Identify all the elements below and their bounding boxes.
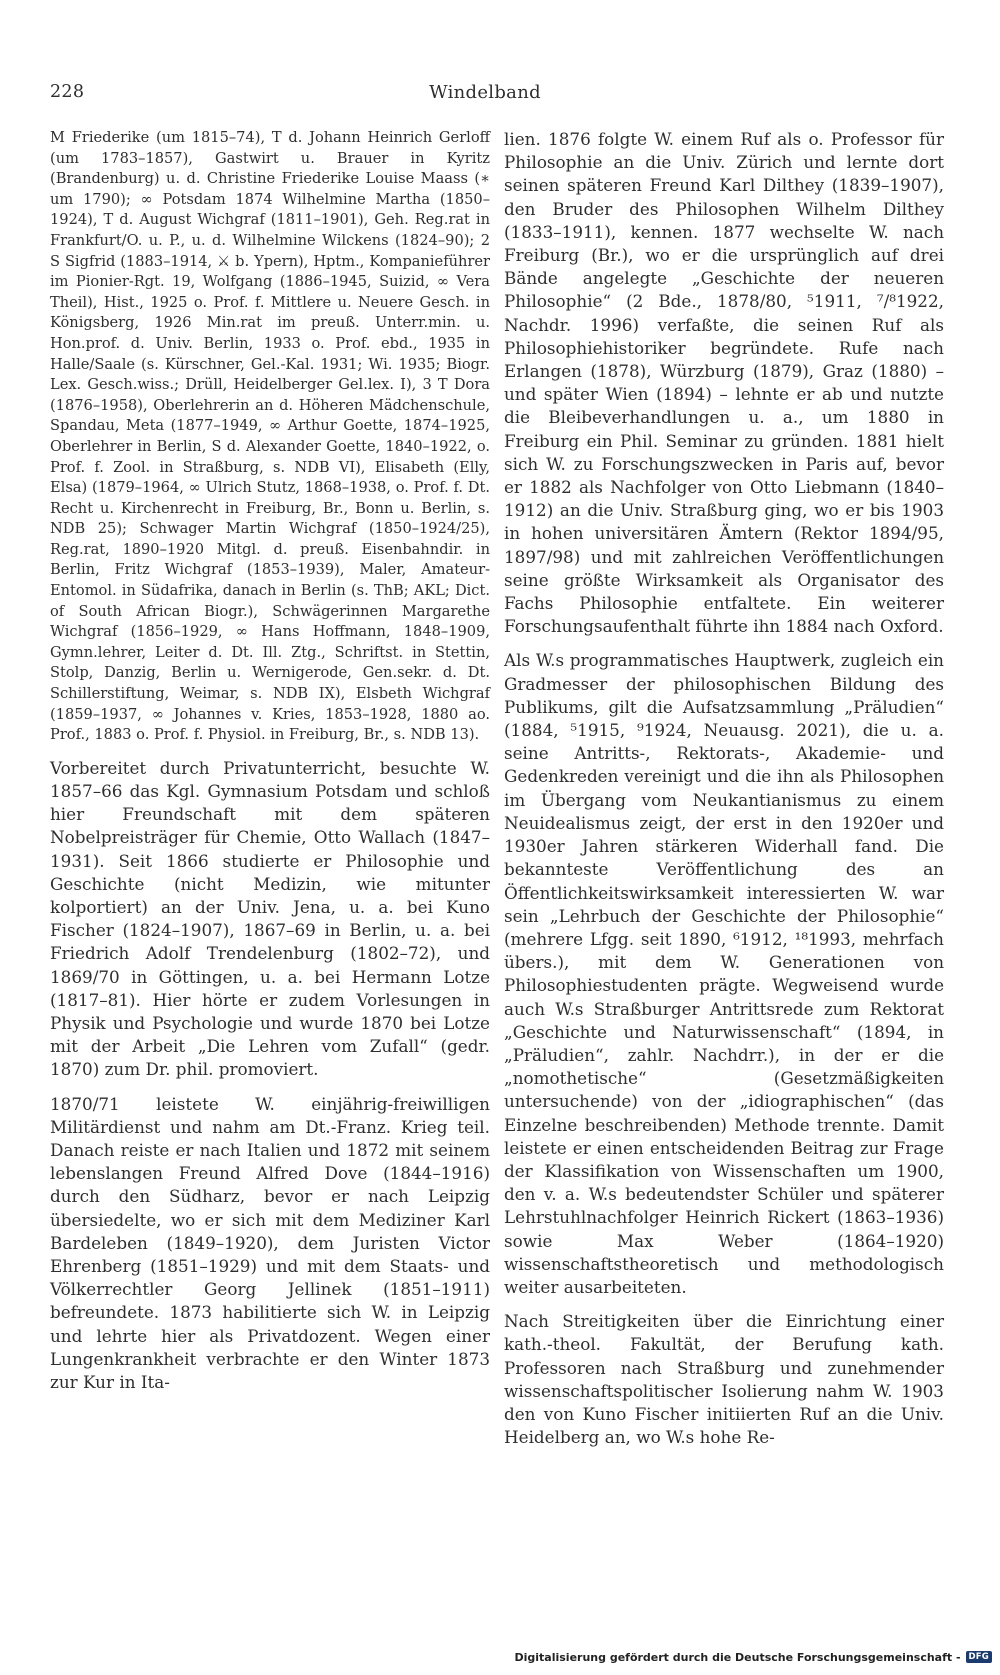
- digitization-footer: [514, 1649, 992, 1665]
- body-paragraph: Nach Streitigkeiten über die Einrichtung einer kath.-theol. Fakultät, der Berufung kath. Professoren nach Straßburg und zunehmender wissenschaftspolitischer Isolierung nahm W. 1903 den von Kuno Fischer initiierten Ruf an die Univ. Heidelberg an, wo W.s hohe Re-: [504, 1311, 944, 1448]
- genealogy-paragraph: M Friederike (um 1815–74), T d. Johann Heinrich Gerloff (um 1783–1857), Gastwirt u. Brauer in Kyritz (Brandenburg) u. d. Christine Friederike Louise Maass (∗ um 1790); ∞ Potsdam 1874 Wilhelmine Martha (1850–1924), T d. August Wichgraf (1811–1901), Geh. Reg.rat in Frankfurt/O. u. P., u. d. Wilhelmine Wilckens (1824–90); 2 S Sigfrid (1883–1914, ⚔ b. Ypern), Hptm., Kompanieführer im Pionier-Rgt. 19, Wolfgang (1886–1945, Suizid, ∞ Vera Theil), Hist., 1925 o. Prof. f. Mittlere u. Neuere Gesch. in Königsberg, 1926 Min.rat im preuß. Unterr.min. u. Hon.prof. d. Univ. Berlin, 1933 o. Prof. ebd., 1935 in Halle/Saale (s. Kürschner, Gel.-Kal. 1931; Wi. 1935; Biogr. Lex. Gesch.wiss.; Drüll, Heidelberger Gel.lex. I), 3 T Dora (1876–1958), Oberlehrerin an d. Höheren Mädchenschule, Spandau, Meta (1877–1949, ∞ Arthur Goette, 1874–1925, Oberlehrer in Berlin, S d. Alexander Goette, 1840–1922, o. Prof. f. Zool. in Straßburg, s. NDB VI), Elisabeth (Elly, Elsa) (1879–1964, ∞ Ulrich Stutz, 1868–1938, o. Prof. f. Dt. Recht u. Kirchenrecht in Freiburg, Br., Bonn u. Berlin, s. NDB 25); Schwager Martin Wichgraf (1850–1924/25), Reg.rat, 1890–1920 Mitgl. d. preuß. Eisenbahndir. in Berlin, Fritz Wichgraf (1853–1939), Maler, Amateur-Entomol. in Südafrika, danach in Berlin (s. ThB; AKL; Dict. of South African Biogr.), Schwägerinnen Margarethe Wichgraf (1856–1929, ∞ Hans Hoffmann, 1848–1909, Gymn.lehrer, Leiter d. Dt. Ill. Ztg., Schriftst. in Stettin, Stolp, Danzig, Berlin u. Wernigerode, Gen.sekr. d. Dt. Schillerstiftung, Weimar, s. NDB IX), Elsbeth Wichgraf (1859–1937, ∞ Johannes v. Kries, 1853–1928, 1880 ao. Prof., 1883 o. Prof. f. Physiol. in Freiburg, Br., s. NDB 13).: [50, 129, 490, 744]
- body-paragraph: Vorbereitet durch Privatunterricht, besuchte W. 1857–66 das Kgl. Gymnasium Potsdam und schloß hier Freundschaft mit dem späteren Nobelpreisträger für Chemie, Otto Wallach (1847–1931). Seit 1866 studierte er Philosophie und Geschichte (nicht Medizin, wie mitunter kolportiert) an der Univ. Jena, u. a. bei Kuno Fischer (1824–1907), 1867–69 in Berlin, u. a. bei Friedrich Adolf Trendelenburg (1802–72), und 1869/70 in Göttingen, u. a. bei Hermann Lotze (1817–81). Hier hörte er zudem Vorlesungen in Physik und Psychologie und wurde 1870 bei Lotze mit der Arbeit „Die Lehren vom Zufall“ (gedr. 1870) zum Dr. phil. promoviert.: [50, 757, 490, 1080]
- body-paragraph: Als W.s programmatisches Hauptwerk, zugleich ein Gradmesser der philosophischen Bildung des Publikums, gilt die Aufsatzsammlung „Präludien“ (1884, ⁵1915, ⁹1924, Neuausg. 2021), die u. a. seine Antritts-, Rektorats-, Akademie- und Gedenkreden vereinigt und die ihn als Philosophen im Übergang vom Neukantianismus zu einem Neuidealismus zeigt, der erst in den 1920er und 1930er Jahren stärkeren Widerhall fand. Die bekannteste Veröffentlichung des an Öffentlichkeitswirksamkeit interessierten W. war sein „Lehrbuch der Geschichte der Philosophie“ (mehrere Lfgg. seit 1890, ⁶1912, ¹⁸1993, mehrfach übers.), mit dem W. Generationen von Philosophiestudenten prägte. Wegweisend wurde auch W.s Straßburger Antrittsrede zum Rektorat „Geschichte und Naturwissenschaft“ (1894, in „Präludien“, zahlr. Nachdrr.), in der er die „nomothetische“ (Gesetzmäßigkeiten untersuchende) von der „idiographischen“ (das Einzelne beschreibenden) Methode trennte. Damit leistete er einen entscheidenden Beitrag zur Frage der Klassifikation von Wissenschaften um 1900, den v. a. W.s bedeutendster Schüler und späterer Lehrstuhlnachfolger Heinrich Rickert (1863–1936) sowie Max Weber (1864–1920) wissenschaftstheoretisch und methodologisch weiter ausarbeiteten.: [504, 650, 944, 1297]
- body-paragraph: 1870/71 leistete W. einjährig-freiwilligen Militärdienst und nahm am Dt.-Franz. Krieg teil. Danach reiste er nach Italien und 1872 mit seinem lebenslangen Freund Alfred Dove (1844–1916) durch den Südharz, bevor er nach Leipzig übersiedelte, wo er sich mit dem Mediziner Karl Bardeleben (1849–1920), dem Juristen Victor Ehrenberg (1851–1929) und mit dem Staats- und Völkerrechtler Georg Jellinek (1851–1911) befreundete. 1873 habilitierte sich W. in Leipzig und lehrte hier als Privatdozent. Wegen einer Lungenkrankheit verbrachte er den Winter 1873 zur Kur in Ita-: [50, 1093, 490, 1393]
- page-header: [50, 82, 920, 108]
- page-number: 228: [50, 82, 85, 102]
- footer-text: Digitalisierung gefördert durch die Deutsche Forschungsgemeinschaft -: [514, 1650, 961, 1664]
- left-column: [50, 128, 490, 1394]
- running-head: Windelband: [429, 82, 541, 103]
- dfg-logo-icon: DFG: [966, 1651, 992, 1663]
- body-paragraph: lien. 1876 folgte W. einem Ruf als o. Professor für Philosophie an die Univ. Zürich und lernte dort seinen späteren Freund Karl Dilthey (1839–1907), den Bruder des Philosophen Wilhelm Dilthey (1833–1911), kennen. 1877 wechselte W. nach Freiburg (Br.), wo er die ursprünglich auf drei Bände angelegte „Geschichte der neueren Philosophie“ (2 Bde., 1878/80, ⁵1911, ⁷/⁸1922, Nachdr. 1996) verfaßte, die seinen Ruf als Philosophiehistoriker begründete. Rufe nach Erlangen (1878), Würzburg (1879), Graz (1880) – und später Wien (1894) – lehnte er ab und nutzte die Bleibeverhandlungen u. a., um 1880 in Freiburg ein Phil. Seminar zu gründen. 1881 hielt sich W. zu Forschungszwecken in Paris auf, bevor er 1882 als Nachfolger von Otto Liebmann (1840–1912) an die Univ. Straßburg ging, wo er bis 1903 in hohen universitären Ämtern (Rektor 1894/95, 1897/98) und mit zahlreichen Veröffentlichungen seine größte Wirksamkeit als Organisator des Fachs Philosophie entfaltete. Ein weiterer Forschungsaufenthalt führte ihn 1884 nach Oxford.: [504, 129, 944, 637]
- right-column: [504, 128, 944, 1449]
